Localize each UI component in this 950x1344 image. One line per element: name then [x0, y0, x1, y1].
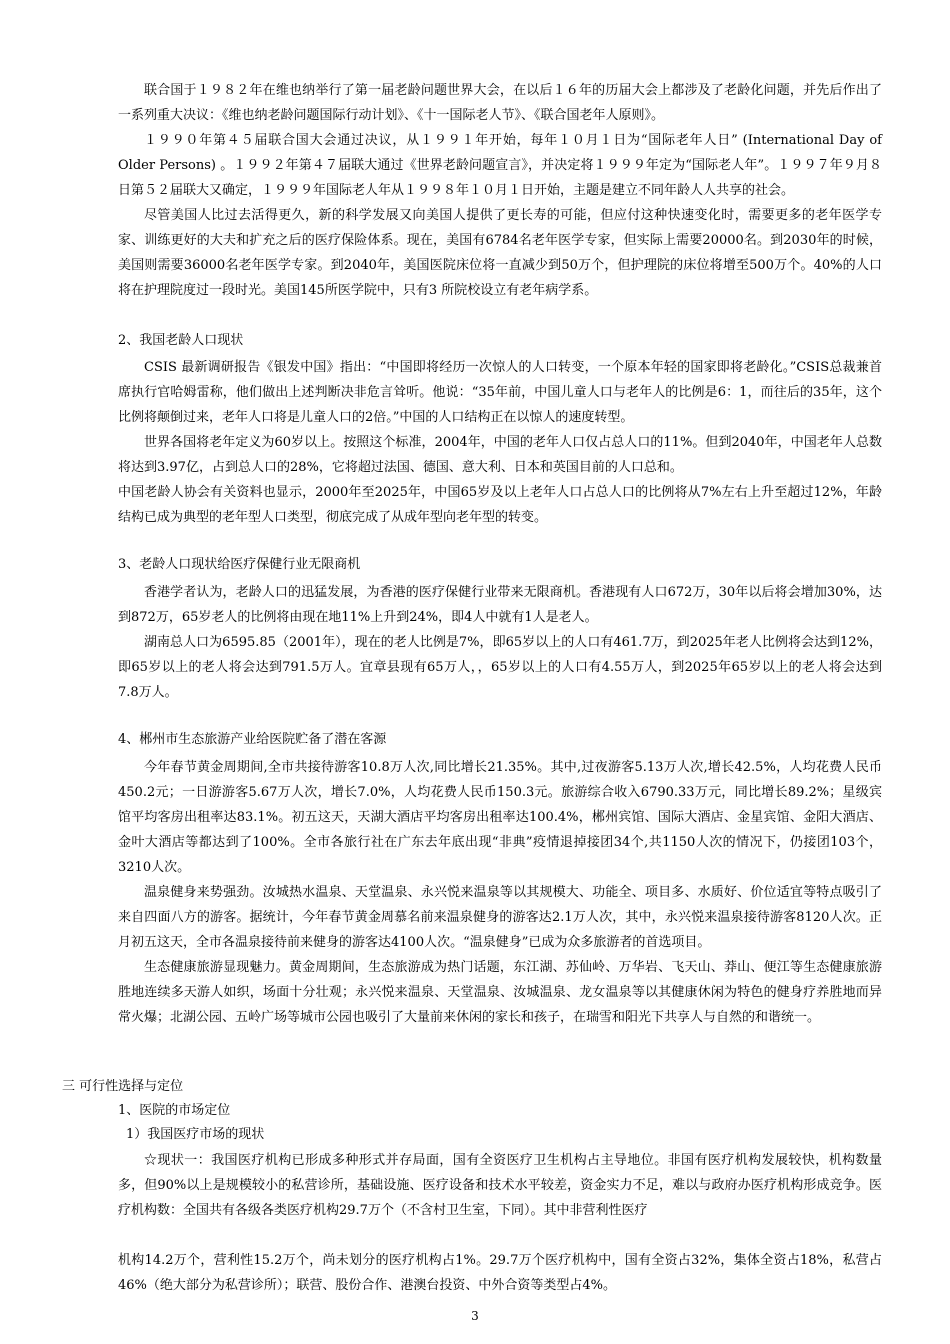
paragraph-china-aging-association: 中国老龄人协会有关资料也显示，2000年至2025年，中国65岁及以上老年人口占总人口的比例将从7%左右上升至超过12%，年龄结构已成为典型的老年型人口类型，彻底完成了从成年型向老年型的转变。	[118, 485, 882, 525]
paragraph-international-day-older-persons: １９９０年第４５届联合国大会通过决议，从１９９１年开始，每年１０月１日为“国际老年人日” (International Day of Older Persons) 。１９９２年第４７届联大通过《世界老龄问题宣言》，并决定将１９９９年定为“国际老人年”。１９９７年９月８日第５２届联大又确定，１９９９年国际老人年从１９９８年１０月１日开始，主题是建立不同年龄人人共享的社会。	[118, 133, 882, 198]
paragraph-hong-kong-aging: 香港学者认为，老龄人口的迅猛发展，为香港的医疗保健行业带来无限商机。香港现有人口672万，30年以后将会增加30%，达到872万，65岁老人的比例将由现在地11%上升到24%，即4人中就有1人是老人。	[118, 585, 882, 625]
subheading-market-positioning: 1、医院的市场定位	[118, 1103, 231, 1118]
paragraph-eco-health-tourism: 生态健康旅游显现魅力。黄金周期间，生态旅游成为热门话题，东江湖、苏仙岭、万华岩、飞天山、莽山、便江等生态健康旅游胜地连续多天游人如织，场面十分壮观；永兴悦来温泉、天堂温泉、汝城温泉、龙女温泉等以其健康休闲为特色的健身疗养胜地而异常火爆；北湖公园、五岭广场等城市公园也吸引了大量前来休闲的家长和孩子，在瑞雪和阳光下共享人与自然的和谐统一。	[118, 960, 882, 1025]
paragraph-hot-spring-fitness: 温泉健身来势强劲。汝城热水温泉、天堂温泉、永兴悦来温泉等以其规模大、功能全、项目多、水质好、价位适宜等特点吸引了来自四面八方的游客。据统计，今年春节黄金周慕名前来温泉健身的游客达2.1万人次，其中，永兴悦来温泉接待游客8120人次。正月初五这天，全市各温泉接待前来健身的游客达4100人次。“温泉健身”已成为众多旅游者的首选项目。	[118, 885, 882, 950]
paragraph-medical-institutions-status: ☆现状一：我国医疗机构已形成多种形式并存局面，国有全资医疗卫生机构占主导地位。非国有医疗机构发展较快，机构数量多，但90%以上是规模较小的私营诊所，基础设施、医疗设备和技术水平较差，资金实力不足，难以与政府办医疗机构形成竞争。医疗机构数：全国共有各级各类医疗机构29.7万个（不含村卫生室，下同）。其中非营利性医疗	[118, 1153, 882, 1218]
paragraph-csis-report: CSIS 最新调研报告《银发中国》指出：“中国即将经历一次惊人的人口转变，一个原本年轻的国家即将老龄化。”CSIS总裁兼首席执行官哈姆雷称，他们做出上述判断决非危言耸听。他说：“35年前，中国儿童人口与老年人的比例是6：1，而往后的35年，这个比例将颠倒过来，老年人口将是儿童人口的2倍。”中国的人口结构正在以惊人的速度转型。	[118, 360, 882, 425]
paragraph-hunan-aging: 湖南总人口为6595.85（2001年），现在的老人比例是7%，即65岁以上的人口有461.7万，到2025年老人比例将会达到12%，即65岁以上的老人将会达到791.5万人。宜章县现有65万人，，65岁以上的人口有4.55万人，到2025年65岁以上的老人将会达到7.8万人。	[118, 635, 882, 700]
paragraph-us-geriatrics: 尽管美国人比过去活得更久，新的科学发展又向美国人提供了更长寿的可能，但应付这种快速变化时，需要更多的老年医学专家、训练更好的大夫和扩充之后的医疗保险体系。现在，美国有6784名老年医学专家，但实际上需要20000名。到2030年的时候，美国则需要36000名老年医学专家。到2040年，美国医院床位将一直减少到50万个，但护理院的床位将增至500万个。40%的人口将在护理院度过一段时光。美国145所医学院中，只有3 所院校设立有老年病学系。	[118, 208, 882, 298]
page-number: 3	[471, 1309, 479, 1323]
paragraph-golden-week-statistics: 今年春节黄金周期间,全市共接待游客10.8万人次,同比增长21.35%。其中,过夜游客5.13万人次,增长42.5%，人均花费人民币450.2元；一日游游客5.67万人次，增长7.0%，人均花费人民币150.3元。旅游综合收入6790.33万元，同比增长89.2%；星级宾馆平均客房出租率达83.1%。初五这天，天湖大酒店平均客房出租率达100.4%，郴州宾馆、国际大酒店、金星宾馆、金阳大酒店、金叶大酒店等都达到了100%。全市各旅行社在广东去年底出现“非典”疫情退掉接团34个,共1150人次的情况下，仍接团103个，3210人次。	[118, 760, 882, 875]
part-heading-feasibility: 三 可行性选择与定位	[62, 1079, 184, 1094]
paragraph-world-aging-definition: 世界各国将老年定义为60岁以上。按照这个标准，2004年，中国的老年人口仅占总人口的11%。但到2040年，中国老年人总数将达到3.97亿，占到总人口的28%，它将超过法国、德国、意大利、日本和英国目前的人口总和。	[118, 435, 882, 475]
paragraph-medical-institutions-ownership: 机构14.2万个，营利性15.2万个，尚未划分的医疗机构占1%。29.7万个医疗机构中，国有全资占32%，集体全资占18%，私营占46%（绝大部分为私营诊所）；联营、股份合作、港澳台投资、中外合资等类型占4%。	[118, 1253, 882, 1293]
section-heading-healthcare-opportunity: 3、老龄人口现状给医疗保健行业无限商机	[118, 557, 361, 572]
section-heading-china-aging: 2、我国老龄人口现状	[118, 333, 244, 348]
section-heading-chenzhou-tourism: 4、郴州市生态旅游产业给医院贮备了潜在客源	[118, 732, 387, 747]
subheading-medical-market-status: 1）我国医疗市场的现状	[126, 1127, 265, 1142]
paragraph-un-aging-assembly: 联合国于１９８２年在维也纳举行了第一届老龄问题世界大会，在以后１６年的历届大会上都涉及了老龄化问题，并先后作出了一系列重大决议：《维也纳老龄问题国际行动计划》、《十一国际老人节》、《联合国老年人原则》。	[118, 83, 882, 123]
